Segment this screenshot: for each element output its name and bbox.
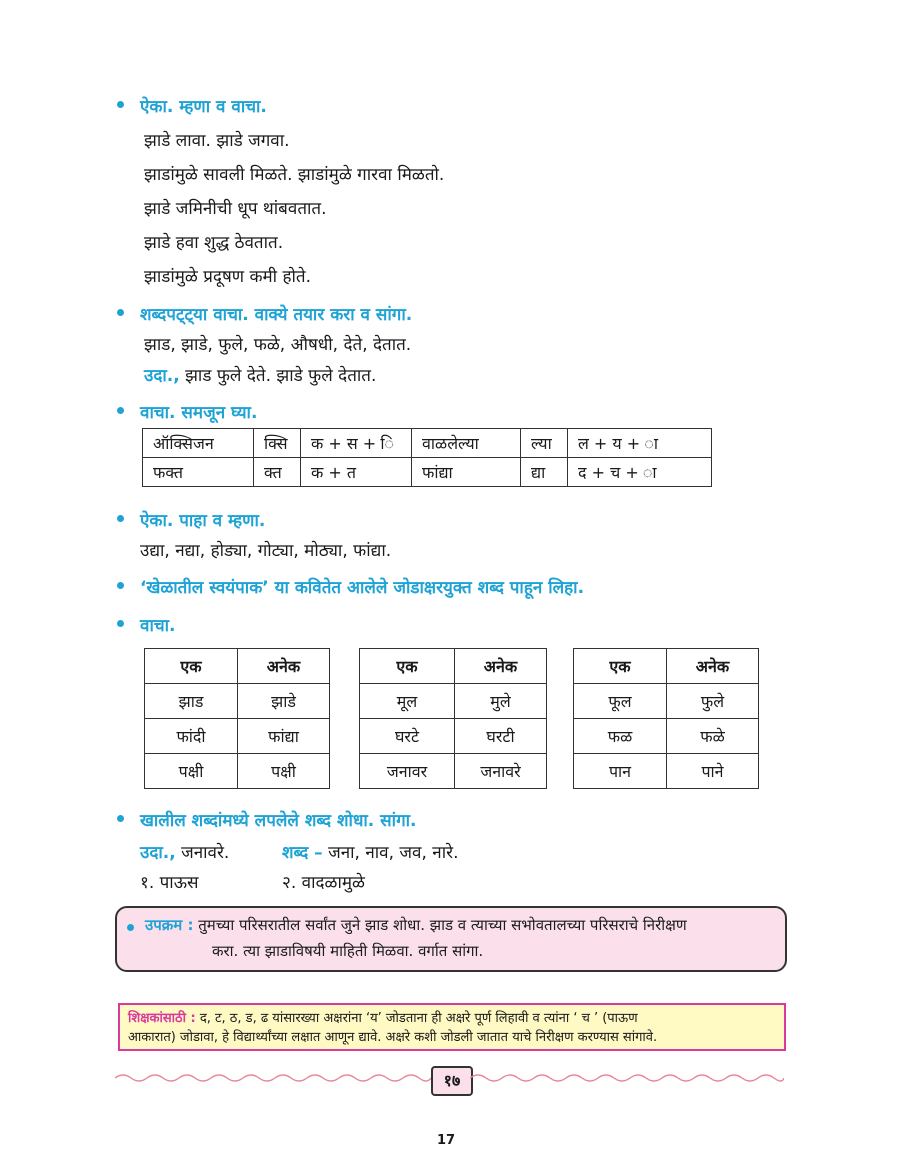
activity-box	[115, 906, 787, 972]
table-cell: जनावरे	[455, 754, 547, 789]
table-cell: पाने	[667, 754, 759, 789]
table-cell: मूल	[360, 684, 455, 719]
table-row	[143, 458, 712, 487]
activity-text: तुमच्या परिसरातील सर्वांत जुने झाड शोधा. झाड व त्याच्या सभोवतालच्या परिसराचे निरीक्षण	[193, 916, 687, 934]
bullet-icon	[117, 101, 124, 108]
table-cell: क + त	[301, 458, 412, 487]
table-cell: क्सि	[254, 429, 301, 458]
table-header-row	[574, 649, 759, 684]
bullet-icon	[117, 309, 124, 316]
example-text: झाड फुले देते. झाडे फुले देतात.	[179, 366, 377, 386]
table-cell: झाडे	[238, 684, 330, 719]
exercise-item: २. वादळामुळे	[282, 873, 365, 893]
table-cell: जनावर	[360, 754, 455, 789]
shabd-line	[282, 840, 459, 863]
table-cell: पक्षी	[145, 754, 238, 789]
teacher-note-text: द, ट, ठ, ड, ढ यांसारख्या अक्षरांना ‘य’ जोडताना ही अक्षरे पूर्ण लिहावी व त्यांना ‘ च ’ (पाऊण	[195, 1011, 638, 1026]
table-header: एक	[145, 649, 238, 684]
table-row	[360, 684, 547, 719]
page-number-box: १७	[431, 1066, 473, 1096]
bullet-icon	[127, 924, 134, 931]
table-cell: द + च + ा	[568, 458, 712, 487]
page-number: 17	[437, 1133, 456, 1148]
example-line	[144, 363, 376, 386]
singular-plural-table	[359, 648, 547, 789]
table-cell: फूल	[574, 684, 667, 719]
example-text: जनावरे.	[175, 843, 230, 863]
table-cell: क्त	[254, 458, 301, 487]
bullet-icon	[117, 515, 124, 522]
table-cell: वाळलेल्या	[412, 429, 521, 458]
section-heading: ‘खेळातील स्वयंपाक’ या कवितेत आलेले जोडाक्षरयुक्त शब्द पाहून लिहा.	[140, 578, 585, 598]
table-cell: फळ	[574, 719, 667, 754]
shabd-label: शब्द –	[282, 843, 323, 863]
table-row	[360, 754, 547, 789]
text-line: झाडांमुळे प्रदूषण कमी होते.	[144, 267, 312, 287]
teacher-note-line: आकारात) जोडावा, हे विद्यार्थ्यांच्या लक्षात आणून द्यावे. अक्षरे कशी जोडली जातात याचे निरीक्षण करण्यास सांगावे.	[128, 1030, 658, 1045]
wave-divider	[115, 1071, 431, 1085]
table-cell: क + स + ि	[301, 429, 412, 458]
example-line	[140, 840, 229, 863]
table-cell: फुले	[667, 684, 759, 719]
table-cell: फळे	[667, 719, 759, 754]
activity-label: उपक्रम :	[145, 916, 194, 934]
table-cell: घरटी	[455, 719, 547, 754]
table-cell: फांद्या	[412, 458, 521, 487]
table-header: अनेक	[238, 649, 330, 684]
shabd-words: जना, नाव, जव, नारे.	[322, 843, 459, 863]
text-line: उद्या, नद्या, होड्या, गोट्या, मोठ्या, फांद्या.	[140, 541, 392, 561]
text-line: झाडे जमिनीची धूप थांबवतात.	[144, 199, 327, 219]
table-cell: फक्त	[143, 458, 254, 487]
activity-line	[145, 915, 687, 935]
table-row	[574, 754, 759, 789]
bullet-icon	[117, 620, 124, 627]
table-row	[574, 684, 759, 719]
table-row	[145, 684, 330, 719]
section-heading: वाचा.	[140, 616, 176, 636]
table-cell: ऑक्सिजन	[143, 429, 254, 458]
section-heading: शब्दपट्ट्या वाचा. वाक्ये तयार करा व सांगा.	[140, 305, 413, 325]
bullet-icon	[117, 407, 124, 414]
table-header: अनेक	[667, 649, 759, 684]
text-line: झाडांमुळे सावली मिळते. झाडांमुळे गारवा मिळतो.	[144, 165, 445, 185]
section-heading: ऐका. म्हणा व वाचा.	[140, 97, 267, 117]
section-heading: खालील शब्दांमध्ये लपलेले शब्द शोधा. सांगा.	[140, 811, 417, 831]
table-row	[145, 754, 330, 789]
table-header: अनेक	[455, 649, 547, 684]
teacher-note	[118, 1003, 786, 1051]
table-cell: ल्या	[521, 429, 568, 458]
bullet-icon	[117, 582, 124, 589]
section-heading: ऐका. पाहा व म्हणा.	[140, 511, 266, 531]
exercise-item: १. पाऊस	[140, 873, 199, 893]
table-row	[360, 719, 547, 754]
table-row	[574, 719, 759, 754]
table-cell: पान	[574, 754, 667, 789]
table-cell: ल + य + ा	[568, 429, 712, 458]
table-cell: फांदी	[145, 719, 238, 754]
table-row	[145, 719, 330, 754]
teacher-note-label: शिक्षकांसाठी :	[128, 1011, 196, 1026]
singular-plural-table	[573, 648, 759, 789]
text-line: झाड, झाडे, फुले, फळे, औषधी, देते, देतात.	[144, 335, 412, 355]
table-cell: घरटे	[360, 719, 455, 754]
table-cell: पक्षी	[238, 754, 330, 789]
example-label: उदा.,	[144, 366, 180, 386]
table-header-row	[145, 649, 330, 684]
activity-line: करा. त्या झाडाविषयी माहिती मिळवा. वर्गात सांगा.	[212, 942, 484, 960]
table-header: एक	[574, 649, 667, 684]
text-line: झाडे लावा. झाडे जगवा.	[144, 131, 290, 151]
table-header: एक	[360, 649, 455, 684]
example-label: उदा.,	[140, 843, 176, 863]
table-cell: झाड	[145, 684, 238, 719]
table-cell: मुले	[455, 684, 547, 719]
conjunct-table	[142, 428, 712, 487]
teacher-note-line	[128, 1008, 638, 1026]
table-cell: फांद्या	[238, 719, 330, 754]
bullet-icon	[117, 815, 124, 822]
table-cell: द्या	[521, 458, 568, 487]
wave-divider	[470, 1071, 784, 1085]
section-heading: वाचा. समजून घ्या.	[140, 403, 258, 423]
singular-plural-table	[144, 648, 330, 789]
table-header-row	[360, 649, 547, 684]
table-row	[143, 429, 712, 458]
text-line: झाडे हवा शुद्ध ठेवतात.	[144, 233, 284, 253]
